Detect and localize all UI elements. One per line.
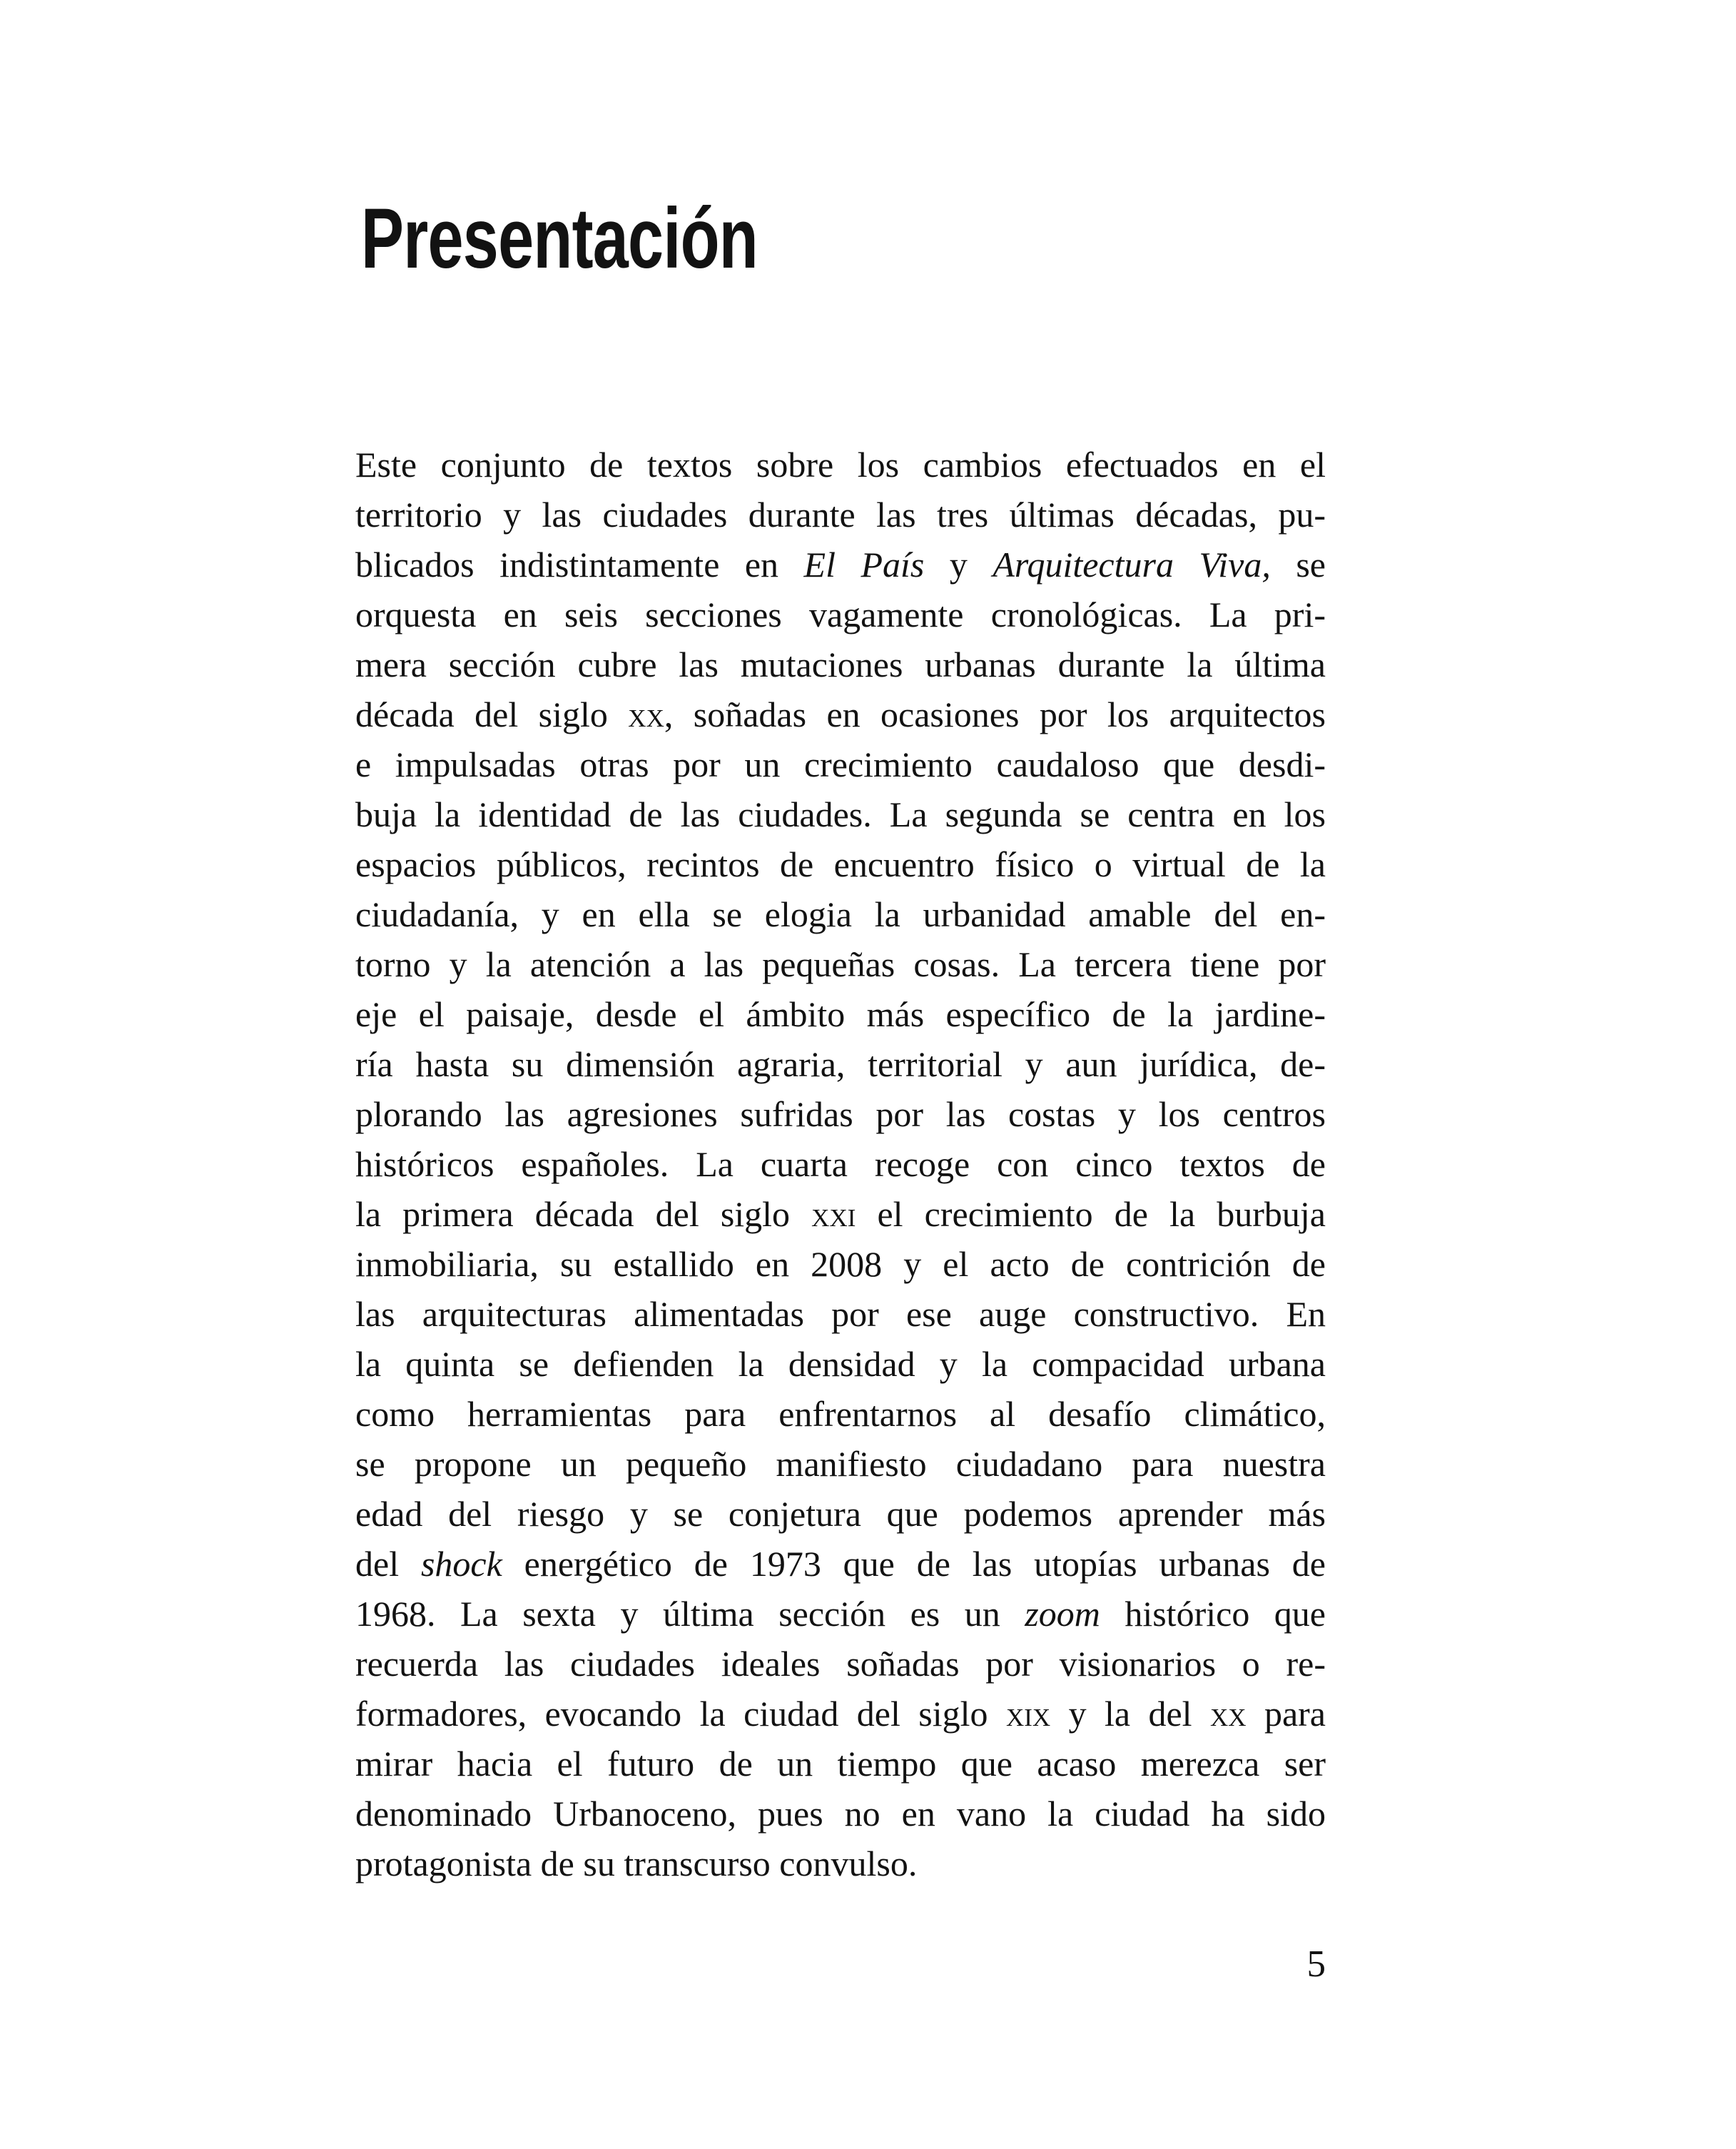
plain-text: edad del riesgo y se conjetura que podemos aprender más — [355, 1494, 1326, 1534]
italic-text: zoom — [1025, 1594, 1100, 1634]
body-paragraph — [355, 440, 1326, 1888]
text-line — [355, 1539, 1326, 1589]
plain-text: inmobiliaria, su estallido en 2008 y el acto de contrición de — [355, 1244, 1326, 1284]
plain-text: , soñadas en ocasiones por los arquitectos — [664, 694, 1326, 734]
text-line — [355, 1739, 1326, 1789]
plain-text: territorio y las ciudades durante las tres últimas décadas, pu- — [355, 495, 1326, 535]
text-line — [355, 889, 1326, 939]
text-line — [355, 1339, 1326, 1389]
text-line — [355, 839, 1326, 889]
text-line — [355, 1839, 1326, 1888]
plain-text: históricos españoles. La cuarta recoge con cinco textos de — [355, 1144, 1326, 1184]
text-line — [355, 1639, 1326, 1689]
italic-text: Arquitectura Viva, — [993, 545, 1271, 585]
text-line — [355, 1589, 1326, 1639]
italic-text: shock — [420, 1544, 502, 1584]
text-line — [355, 1289, 1326, 1339]
page-title-text: Presentación — [361, 191, 758, 286]
plain-text: ría hasta su dimensión agraria, territorial y aun jurídica, de- — [355, 1044, 1326, 1084]
text-line — [355, 440, 1326, 490]
text-line — [355, 1439, 1326, 1489]
text-line — [355, 689, 1326, 739]
plain-text: espacios públicos, recintos de encuentro físico o virtual de la — [355, 844, 1326, 884]
italic-text: El País — [803, 545, 925, 585]
smallcaps-text: xxi — [811, 1194, 856, 1234]
text-line — [355, 739, 1326, 789]
plain-text: Este conjunto de textos sobre los cambios efectuados en el — [355, 445, 1326, 485]
plain-text: energético de 1973 que de las utopías urbanas de — [502, 1544, 1326, 1584]
plain-text: la quinta se defienden la densidad y la compacidad urbana — [355, 1344, 1326, 1384]
plain-text: la primera década del siglo — [355, 1194, 812, 1234]
plain-text: histórico que — [1100, 1594, 1326, 1634]
smallcaps-text: xx — [628, 694, 664, 734]
smallcaps-text: xx — [1209, 1694, 1247, 1734]
text-line — [355, 1239, 1326, 1289]
text-line — [355, 1789, 1326, 1839]
page-title — [361, 191, 890, 286]
plain-text: para — [1246, 1694, 1326, 1734]
plain-text: y la del — [1050, 1694, 1210, 1734]
smallcaps-text: xix — [1005, 1694, 1051, 1734]
text-line — [355, 939, 1326, 989]
plain-text: protagonista de su transcurso convulso. — [355, 1844, 918, 1883]
plain-text: década del siglo — [355, 694, 629, 734]
text-line — [355, 1039, 1326, 1089]
plain-text: se propone un pequeño manifiesto ciudadano para nuestra — [355, 1444, 1326, 1484]
plain-text: ciudadanía, y en ella se elogia la urbanidad amable del en- — [355, 894, 1326, 934]
plain-text: como herramientas para enfrentarnos al desafío climático, — [355, 1394, 1326, 1434]
plain-text: mirar hacia el futuro de un tiempo que acaso merezca ser — [355, 1744, 1326, 1784]
plain-text: plorando las agresiones sufridas por las costas y los centros — [355, 1094, 1326, 1134]
page-number: 5 — [1306, 1943, 1326, 1985]
plain-text: 1968. La sexta y última sección es un — [355, 1594, 1025, 1634]
text-line — [355, 989, 1326, 1039]
text-line — [355, 1189, 1326, 1239]
plain-text: mera sección cubre las mutaciones urbanas durante la última — [355, 644, 1326, 684]
plain-text: torno y la atención a las pequeñas cosas. La tercera tiene por — [355, 944, 1326, 984]
plain-text: orquesta en seis secciones vagamente cronológicas. La pri- — [355, 595, 1326, 634]
plain-text: eje el paisaje, desde el ámbito más específico de la jardine- — [355, 994, 1326, 1034]
text-line — [355, 1139, 1326, 1189]
text-line — [355, 789, 1326, 839]
plain-text: las arquitecturas alimentadas por ese auge constructivo. En — [355, 1294, 1326, 1334]
plain-text: del — [355, 1544, 421, 1584]
text-line — [355, 1389, 1326, 1439]
text-line — [355, 1689, 1326, 1739]
plain-text: se — [1270, 545, 1326, 585]
text-line — [355, 1089, 1326, 1139]
text-line — [355, 590, 1326, 639]
plain-text: buja la identidad de las ciudades. La segunda se centra en los — [355, 794, 1326, 834]
plain-text: formadores, evocando la ciudad del siglo — [355, 1694, 1006, 1734]
plain-text: blicados indistintamente en — [355, 545, 804, 585]
plain-text: el crecimiento de la burbuja — [856, 1194, 1326, 1234]
text-line — [355, 540, 1326, 590]
text-line — [355, 639, 1326, 689]
plain-text: denominado Urbanoceno, pues no en vano la ciudad ha sido — [355, 1794, 1326, 1834]
text-line — [355, 1489, 1326, 1539]
text-line — [355, 490, 1326, 540]
plain-text: e impulsadas otras por un crecimiento caudaloso que desdi- — [355, 744, 1326, 784]
plain-text: y — [924, 545, 993, 585]
plain-text: recuerda las ciudades ideales soñadas por visionarios o re- — [355, 1644, 1326, 1684]
